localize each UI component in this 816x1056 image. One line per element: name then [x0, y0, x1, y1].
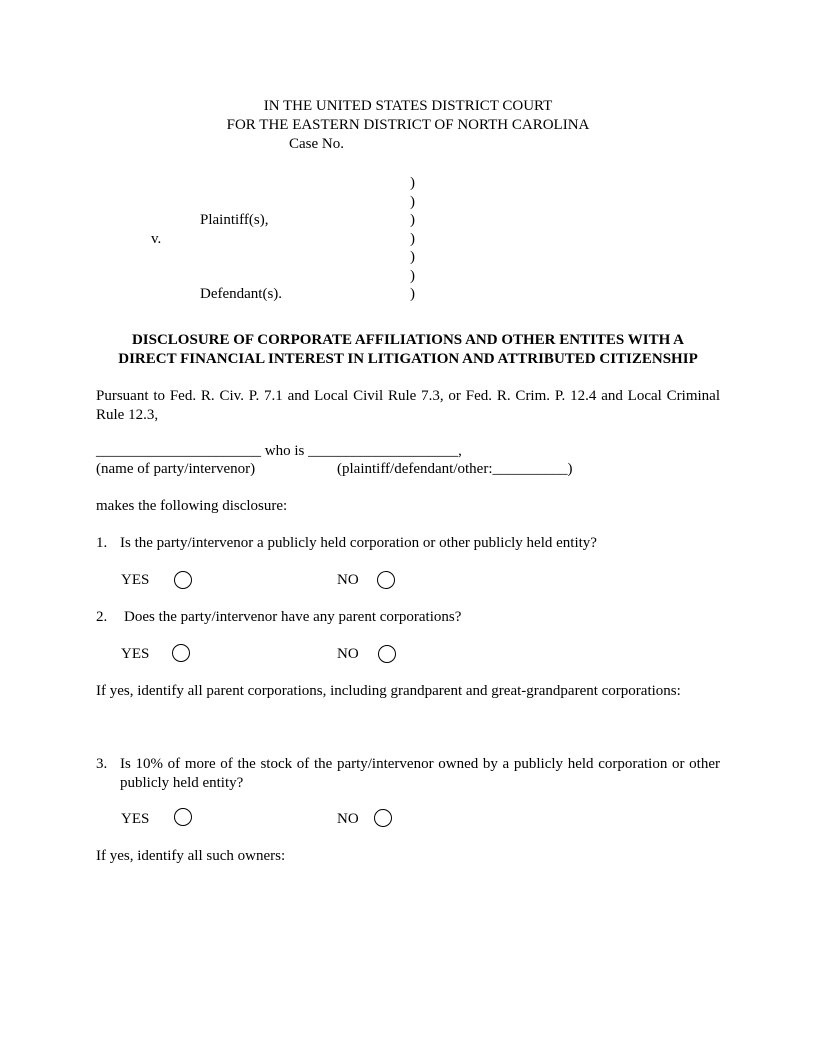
- q3-yes-radio[interactable]: [174, 808, 192, 826]
- caption-bracket: ): [410, 286, 415, 302]
- caption-bracket: ): [410, 194, 415, 210]
- no-label: NO: [337, 811, 359, 827]
- caption-bracket: ): [410, 249, 415, 265]
- no-label: NO: [337, 646, 359, 662]
- caption-bracket: ): [410, 231, 415, 247]
- document-title-line2: DIRECT FINANCIAL INTEREST IN LITIGATION AND ATTRIBUTED CITIZENSHIP: [118, 351, 698, 367]
- question-text: Is 10% of more of the stock of the party/intervenor owned by a publicly held corporation or other publicly held entity?: [120, 756, 720, 791]
- question-number: 1.: [96, 535, 108, 551]
- question-text: Does the party/intervenor have any parent corporations?: [124, 609, 462, 625]
- defendant-label: Defendant(s).: [200, 286, 283, 302]
- party-role-label: (plaintiff/defendant/other:__________): [337, 461, 573, 477]
- caption-bracket: ): [410, 212, 415, 228]
- case-number-label: Case No.: [289, 136, 344, 152]
- caption-bracket: ): [410, 175, 415, 191]
- document-title-line1: DISCLOSURE OF CORPORATE AFFILIATIONS AND OTHER ENTITES WITH A: [131, 332, 685, 348]
- no-label: NO: [337, 572, 359, 588]
- q2-no-radio[interactable]: [378, 645, 396, 663]
- question-followup: If yes, identify all parent corporations, including grandparent and great-grandparent corporations:: [96, 683, 681, 699]
- yes-label: YES: [121, 646, 150, 662]
- q1-yes-radio[interactable]: [174, 571, 192, 589]
- question-number: 2.: [96, 609, 108, 625]
- yes-label: YES: [121, 811, 150, 827]
- versus-label: v.: [151, 231, 162, 247]
- question-followup: If yes, identify all such owners:: [96, 848, 286, 864]
- party-fill-line[interactable]: ______________________ who is ____________________,: [96, 443, 462, 459]
- q3-no-radio[interactable]: [374, 809, 392, 827]
- makes-disclosure-text: makes the following disclosure:: [96, 498, 288, 514]
- party-name-label: (name of party/intervenor): [96, 461, 256, 477]
- court-name-line1: IN THE UNITED STATES DISTRICT COURT: [263, 98, 553, 114]
- caption-bracket: ): [410, 268, 415, 284]
- plaintiff-label: Plaintiff(s),: [200, 212, 269, 228]
- question-number: 3.: [96, 756, 108, 772]
- yes-label: YES: [121, 572, 150, 588]
- court-name-line2: FOR THE EASTERN DISTRICT OF NORTH CAROLINA: [226, 117, 590, 133]
- question-text: Is the party/intervenor a publicly held corporation or other publicly held entity?: [120, 535, 597, 551]
- q1-no-radio[interactable]: [377, 571, 395, 589]
- intro-paragraph: Pursuant to Fed. R. Civ. P. 7.1 and Local Civil Rule 7.3, or Fed. R. Crim. P. 12.4 and Local Criminal Rule 12.3,: [96, 388, 720, 423]
- q2-yes-radio[interactable]: [172, 644, 190, 662]
